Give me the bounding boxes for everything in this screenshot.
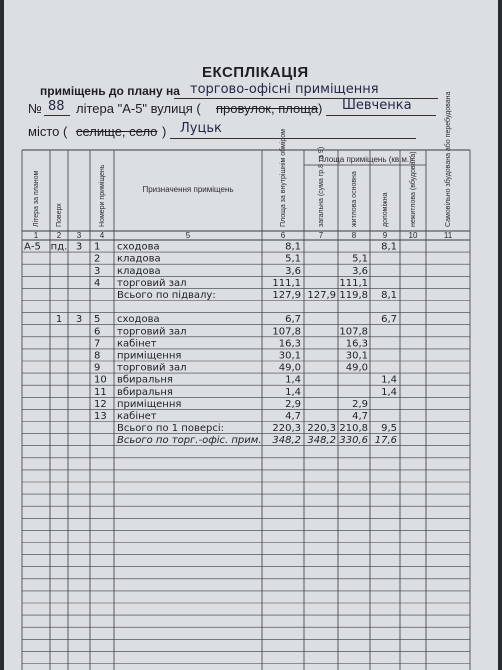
header-self-built: Самовільно збудована або перебудована bbox=[444, 91, 452, 227]
cell-purpose: вбиральня bbox=[117, 386, 173, 398]
cell-area: 1,4 bbox=[285, 374, 301, 386]
header-floor: Поверх bbox=[55, 203, 63, 227]
cell-purpose: Всього по торг.-офіс. прим. bbox=[117, 435, 262, 447]
cell-area: 127,9 bbox=[272, 290, 301, 301]
cell-area: 111,1 bbox=[272, 277, 301, 289]
cell-room-no: 13 bbox=[94, 411, 107, 422]
cell-residential: 111,1 bbox=[339, 277, 368, 289]
cell-purpose: кабінет bbox=[117, 338, 157, 350]
header-litera: Літера за планом bbox=[32, 170, 40, 227]
cell-residential: 5,1 bbox=[352, 253, 368, 265]
cell-auxiliary: 9,5 bbox=[381, 423, 397, 435]
premises-type: торгово-офісні приміщення bbox=[190, 82, 379, 97]
number-label: № bbox=[28, 101, 42, 116]
cell-area: 8,1 bbox=[285, 241, 301, 253]
cell-total: 127,9 bbox=[307, 290, 336, 301]
cell-purpose: сходова bbox=[117, 241, 160, 253]
cell-area: 5,1 bbox=[285, 253, 301, 265]
cell-residential: 16,3 bbox=[345, 338, 368, 350]
cell-col3: 3 bbox=[75, 314, 83, 326]
cell-area: 6,7 bbox=[285, 314, 301, 326]
header-room-no: Номери приміщень bbox=[98, 164, 106, 227]
cell-purpose: вбиральня bbox=[117, 374, 173, 386]
cell-area: 2,9 bbox=[285, 398, 301, 410]
cell-residential: 30,1 bbox=[345, 350, 368, 362]
cell-area: 49,0 bbox=[278, 362, 301, 374]
cell-floor: пд. bbox=[50, 241, 68, 253]
cell-auxiliary: 1,4 bbox=[381, 386, 397, 398]
cell-purpose: торговий зал bbox=[117, 326, 187, 338]
cell-room-no: 6 bbox=[94, 326, 101, 338]
column-number: 6 bbox=[280, 231, 286, 240]
header-residential: житлова основна bbox=[350, 171, 358, 227]
header-total: загальна (сума гр.8 та 9) bbox=[317, 146, 325, 227]
header-area-group: Площа приміщень (кв.м.) bbox=[318, 155, 412, 164]
column-number: 5 bbox=[185, 231, 191, 240]
litera-label: літера "А-5" вулиця ( bbox=[76, 101, 201, 116]
cell-residential: 49,0 bbox=[345, 362, 368, 374]
city-label: місто ( bbox=[28, 124, 68, 139]
cell-room-no: 5 bbox=[94, 314, 101, 326]
column-number: 10 bbox=[408, 231, 418, 240]
document-title: ЕКСПЛІКАЦІЯ bbox=[202, 64, 309, 81]
cell-room-no: 8 bbox=[94, 350, 101, 362]
crossed-street-type: провулок, площа bbox=[216, 101, 319, 116]
header-purpose: Призначення приміщень bbox=[142, 185, 234, 194]
cell-room-no: 12 bbox=[94, 398, 107, 410]
cell-litera: А-5 bbox=[24, 241, 41, 253]
cell-purpose: Всього по 1 поверсі: bbox=[117, 423, 224, 435]
cell-area: 220,3 bbox=[272, 423, 301, 435]
column-number: 9 bbox=[382, 231, 388, 240]
cell-room-no: 11 bbox=[94, 386, 107, 398]
cell-purpose: торговий зал bbox=[117, 362, 187, 374]
column-number: 4 bbox=[99, 231, 105, 240]
cell-room-no: 3 bbox=[94, 265, 101, 277]
cell-purpose: приміщення bbox=[117, 350, 182, 362]
plan-line-prefix: приміщень до плану на bbox=[40, 84, 180, 98]
document-page bbox=[4, 0, 498, 670]
city-close-paren: ) bbox=[162, 124, 167, 139]
column-number: 8 bbox=[351, 231, 357, 240]
cell-auxiliary: 6,7 bbox=[381, 314, 397, 326]
cell-auxiliary: 1,4 bbox=[381, 374, 397, 386]
cell-residential: 3,6 bbox=[352, 265, 368, 277]
cell-floor: 1 bbox=[55, 314, 63, 326]
cell-room-no: 1 bbox=[94, 241, 101, 253]
cell-residential: 119,8 bbox=[339, 290, 368, 301]
street-name: Шевченка bbox=[342, 98, 412, 113]
cell-purpose: кладова bbox=[117, 253, 161, 265]
explication-table bbox=[4, 0, 498, 670]
cell-area: 348,2 bbox=[272, 435, 301, 447]
header-area-internal: Площа за внутрішнім обміром bbox=[279, 129, 287, 227]
cell-col3: 3 bbox=[75, 241, 83, 253]
cell-purpose: кладова bbox=[117, 265, 161, 277]
cell-room-no: 2 bbox=[94, 253, 101, 265]
column-number: 7 bbox=[318, 231, 324, 240]
cell-residential: 2,9 bbox=[352, 398, 368, 410]
cell-room-no: 10 bbox=[94, 374, 107, 386]
cell-purpose: кабінет bbox=[117, 411, 157, 422]
cell-residential: 107,8 bbox=[339, 326, 368, 338]
cell-auxiliary: 17,6 bbox=[374, 435, 397, 447]
column-number: 2 bbox=[56, 231, 62, 240]
cell-area: 1,4 bbox=[285, 386, 301, 398]
header-auxiliary: допоміжна bbox=[381, 192, 389, 227]
cell-purpose: сходова bbox=[117, 314, 160, 326]
cell-total: 348,2 bbox=[307, 435, 336, 447]
cell-residential: 4,7 bbox=[352, 411, 368, 422]
cell-purpose: Всього по підвалу: bbox=[117, 290, 216, 301]
plan-number: 88 bbox=[48, 99, 65, 114]
cell-room-no: 7 bbox=[94, 338, 101, 350]
cell-residential: 210,8 bbox=[339, 423, 368, 435]
cell-room-no: 4 bbox=[94, 277, 101, 289]
column-number: 1 bbox=[33, 231, 39, 240]
cell-auxiliary: 8,1 bbox=[381, 241, 397, 253]
crossed-city-type: селище, село bbox=[76, 124, 158, 139]
cell-auxiliary: 8,1 bbox=[381, 290, 397, 301]
column-number: 3 bbox=[76, 231, 82, 240]
cell-total: 220,3 bbox=[307, 423, 336, 435]
cell-purpose: приміщення bbox=[117, 398, 182, 410]
street-close-paren: ) bbox=[318, 101, 323, 116]
cell-area: 30,1 bbox=[278, 350, 301, 362]
cell-area: 16,3 bbox=[278, 338, 301, 350]
cell-purpose: торговий зал bbox=[117, 277, 187, 289]
column-number: 11 bbox=[443, 231, 453, 240]
city-name: Луцьк bbox=[180, 121, 222, 136]
cell-area: 107,8 bbox=[272, 326, 301, 338]
cell-room-no: 9 bbox=[94, 362, 101, 374]
cell-area: 4,7 bbox=[285, 411, 301, 422]
cell-area: 3,6 bbox=[285, 265, 301, 277]
cell-residential: 330,6 bbox=[339, 435, 368, 447]
header-nonresidential: нежитлова (вбудована) bbox=[409, 151, 417, 227]
